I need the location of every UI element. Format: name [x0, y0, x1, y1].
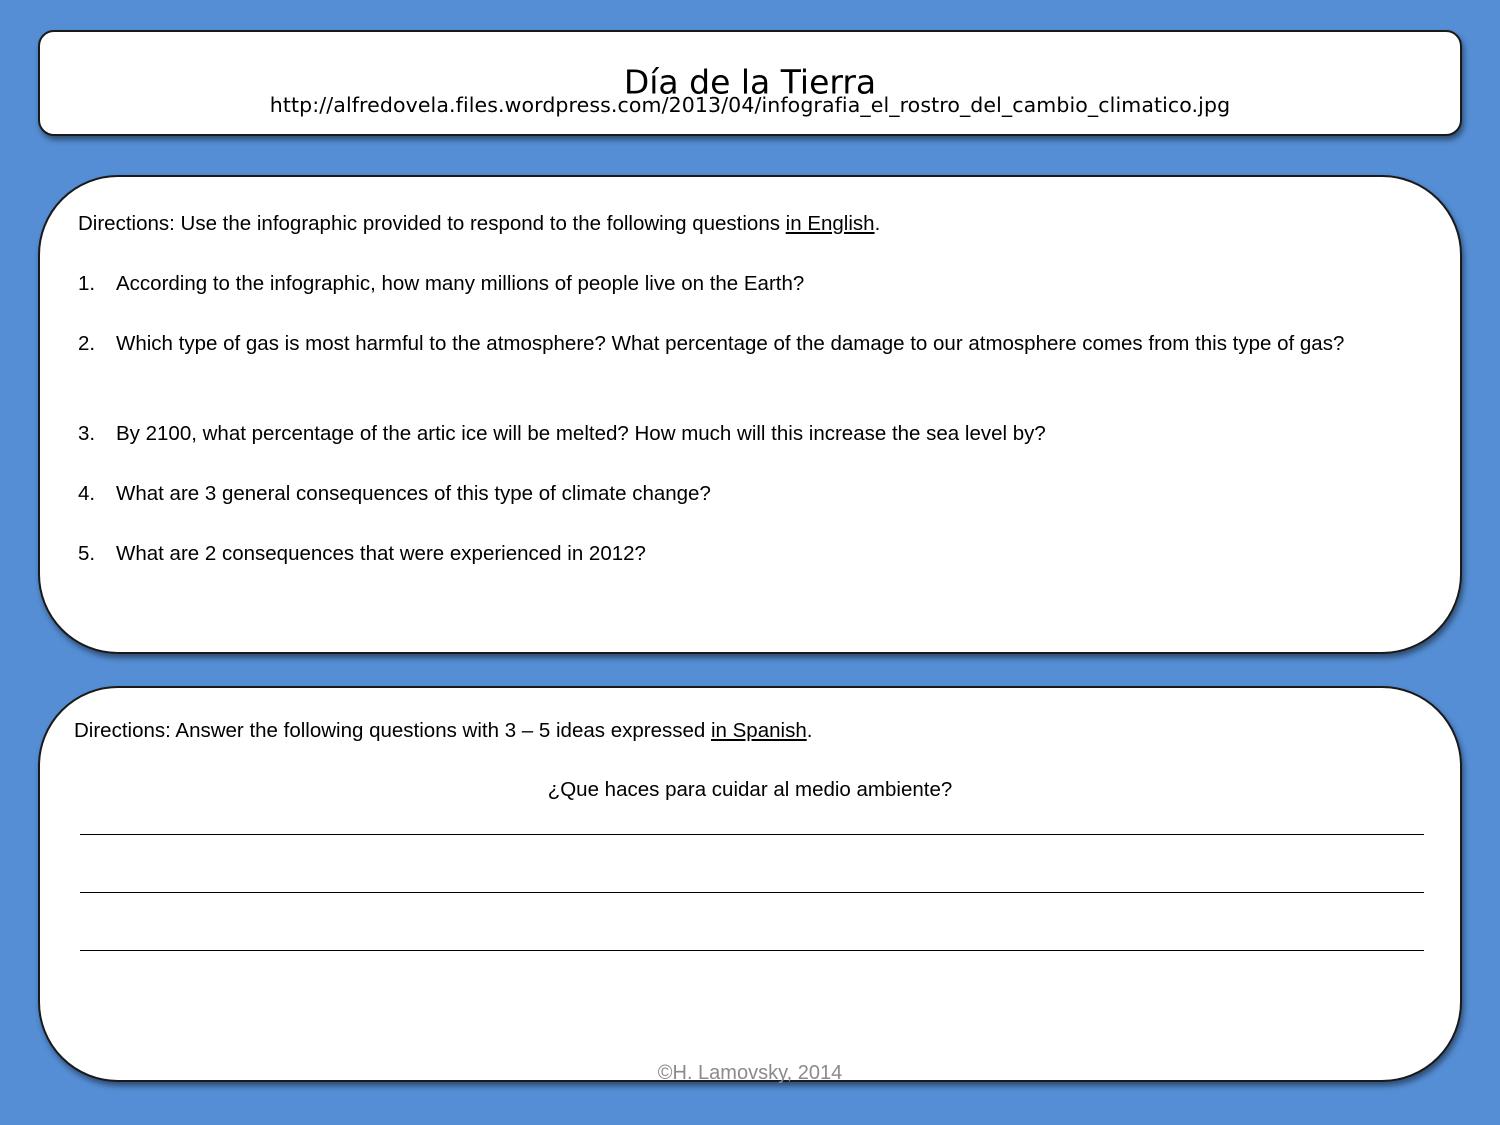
question-text: According to the infographic, how many millions of people live on the Earth?	[116, 272, 805, 295]
question-text: By 2100, what percentage of the artic ice will be melted? How much will this increase the sea level by?	[116, 422, 1046, 445]
question-number: 5.	[78, 542, 96, 565]
english-directions-end: .	[874, 212, 881, 235]
english-directions	[78, 208, 880, 239]
english-directions-emphasis: in English	[785, 212, 875, 235]
spanish-answer-box	[38, 686, 1462, 1082]
answer-line[interactable]	[80, 834, 1424, 835]
question-number: 3.	[78, 422, 96, 445]
spanish-question: ¿Que haces para cuidar al medio ambiente?	[547, 778, 953, 801]
spanish-directions-emphasis: in Spanish	[710, 719, 807, 742]
english-directions-text: Directions: Use the infographic provided to respond to the following questions	[78, 212, 786, 235]
copyright-footer: ©H. Lamovsky, 2014	[657, 1062, 843, 1084]
question-number: 4.	[78, 482, 96, 505]
question-number: 1.	[78, 272, 96, 295]
english-questions-box	[38, 175, 1462, 654]
title-box	[38, 30, 1462, 136]
spanish-directions	[74, 715, 812, 746]
spanish-directions-end: .	[806, 719, 813, 742]
question-text: What are 3 general consequences of this type of climate change?	[116, 482, 711, 505]
answer-line[interactable]	[80, 892, 1424, 893]
answer-line[interactable]	[80, 950, 1424, 951]
spanish-directions-text: Directions: Answer the following questions with 3 – 5 ideas expressed	[74, 719, 711, 742]
question-number: 2.	[78, 332, 96, 355]
page-title: Día de la Tierra	[623, 62, 877, 102]
source-url: http://alfredovela.files.wordpress.com/2013/04/infografia_el_rostro_del_cambio_climatico.jpg	[269, 93, 1231, 117]
question-text: Which type of gas is most harmful to the atmosphere? What percentage of the damage to our atmosphere comes from this type of gas?	[116, 332, 1345, 355]
question-text: What are 2 consequences that were experienced in 2012?	[116, 542, 646, 565]
